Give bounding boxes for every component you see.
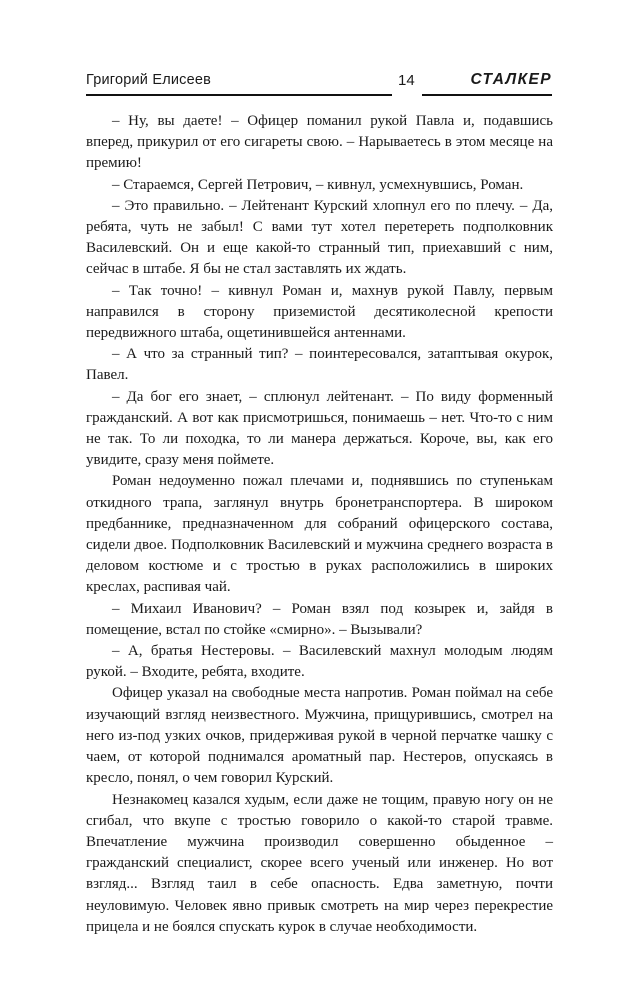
paragraph: – А что за странный тип? – поинтересовался, затаптывая окурок, Павел. (86, 346, 553, 384)
paragraph: – Это правильно. – Лейтенант Курский хлопнул его по плечу. – Да, ребята, чуть не забыл! С вами тут хотел перетереть подполковник Василевский. Он и еще какой-то странный тип, приехавший с ним, сейчас в штабе. Я бы не стал заставлять их ждать. (86, 197, 553, 278)
paragraph: – Ну, вы даете! – Офицер поманил рукой Павла и, подавшись вперед, прикурил от его сигареты свою. – Нарываетесь в этом месяце на премию! (86, 113, 553, 172)
header-rule (86, 94, 552, 96)
paragraph: – Да бог его знает, – сплюнул лейтенант. – По виду форменный гражданский. А вот как присмотришься, понимаешь – нет. Что-то с ним не так. То ли походка, то ли манера держаться. Короче, вы, как его увидите, сразу меня поймете. (86, 388, 553, 469)
page-number: 14 (398, 72, 415, 89)
paragraph: – Стараемся, Сергей Петрович, – кивнул, усмехнувшись, Роман. (112, 176, 524, 193)
paragraph: – А, братья Нестеровы. – Василевский махнул молодым людям рукой. – Входите, ребята, входите. (86, 643, 553, 681)
header-series-title: СТАЛКЕР (470, 71, 552, 88)
running-header (86, 72, 552, 98)
header-rule-gap (392, 92, 422, 98)
body-text (86, 111, 553, 938)
paragraph: – Так точно! – кивнул Роман и, махнув рукой Павлу, первым направился в сторону приземистой десятиколесной крепости передвижного штаба, ощетинившейся антеннами. (86, 282, 553, 342)
paragraph: Незнакомец казался худым, если даже не тощим, правую ногу он не сгибал, что вкупе с тростью говорило о какой-то старой травме. Впечатление мужчина производил совершенно обыденное – гражданский специалист, скорее всего ученый или инженер. Но вот взгляд... Взгляд таил в себе опасность. Едва заметную, почти неуловимую. Человек явно привык смотреть на мир через перекрестие прицела и не боялся спускать курок в случае необходимости. (86, 791, 553, 935)
header-author: Григорий Елисеев (86, 72, 212, 88)
paragraph: Офицер указал на свободные места напротив. Роман поймал на себе изучающий взгляд неизвестного. Мужчина, прищурившись, смотрел на него из-под узких очков, придерживая рукой в черной перчатке чашку с чаем, от которой поднимался ароматный пар. Нестеров, опускаясь в кресло, понял, о чем говорил Курский. (86, 685, 553, 787)
paragraph: Роман недоуменно пожал плечами и, поднявшись по ступенькам откидного трапа, заглянул внутрь бронетранспортера. В широком предбаннике, предназначенном для собраний офицерского состава, сидели двое. Подполковник Василевский и мужчина среднего возраста в деловом костюме и с тростью в руках расположились в широких креслах, распивая чай. (86, 473, 553, 596)
paragraph: – Михаил Иванович? – Роман взял под козырек и, зайдя в помещение, встал по стойке «смирно». – Вызывали? (86, 600, 553, 638)
